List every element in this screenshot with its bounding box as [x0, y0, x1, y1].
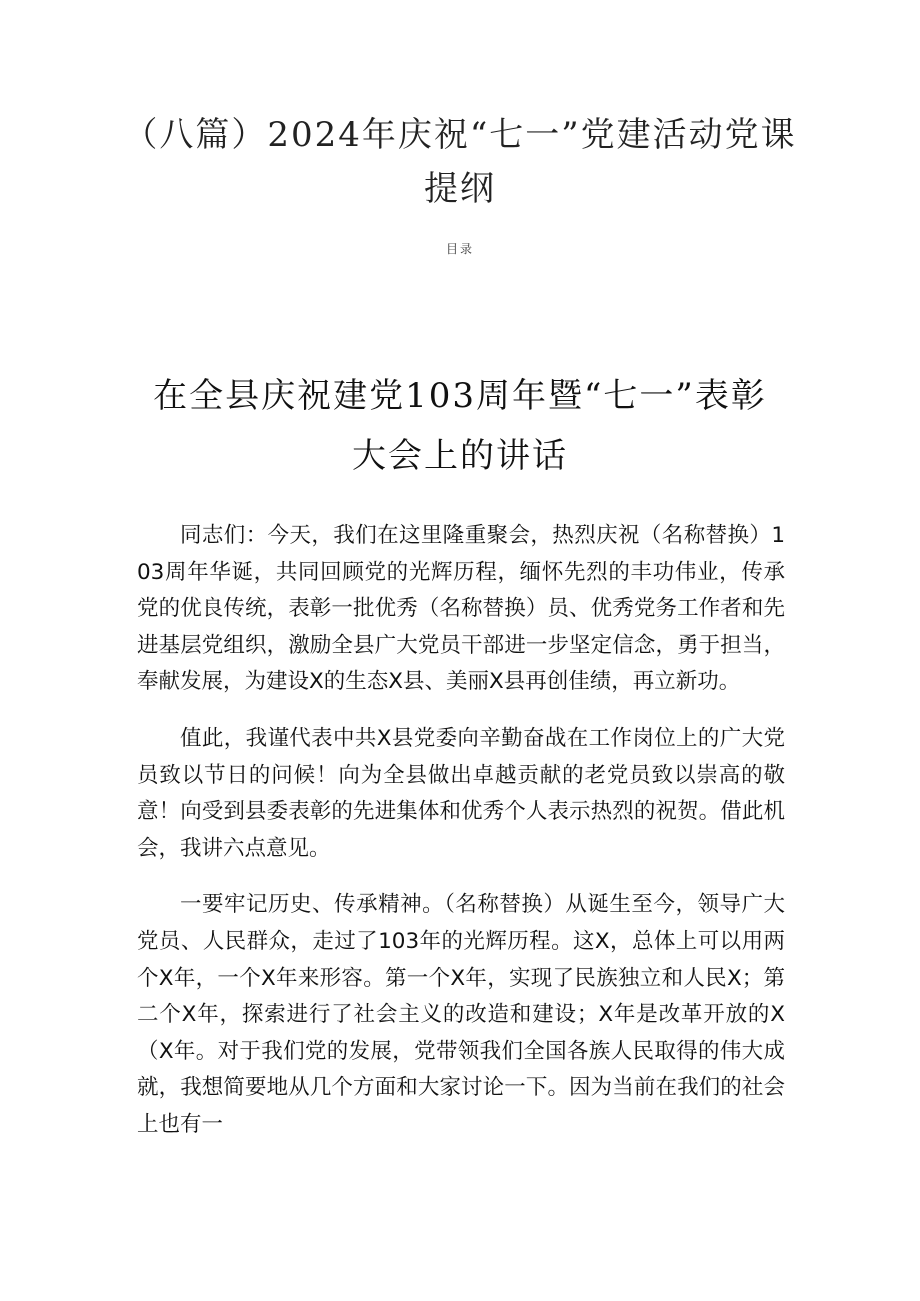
paragraph-greetings: 值此，我谨代表中共X县党委向辛勤奋战在工作岗位上的广大党员致以节日的问候！向为全县做出卓越贡献的老党员致以崇高的敬意！向受到县委表彰的先进集体和优秀个人表示热烈的祝贺。借此机会，我讲六点意见。 — [137, 725, 785, 861]
paragraph-point-one: 一要牢记历史、传承精神。（名称替换）从诞生至今，领导广大党员、人民群众，走过了103年的光辉历程。这X，总体上可以用两个X年，一个X年来形容。第一个X年，实现了民族独立和人民X；第二个X年，探索进行了社会主义的改造和建设；X年是改革开放的X（X年。对于我们党的发展，党带领我们全国各族人民取得的伟大成就，我想简要地从几个方面和大家讨论一下。因为当前在我们的社会上也有一 — [137, 892, 785, 1137]
toc-label: 目录 — [445, 242, 474, 256]
document-title: （八篇）2024年庆祝“七一”党建活动党课提纲 — [123, 115, 797, 209]
speech-title: 在全县庆祝建党103周年暨“七一”表彰大会上的讲话 — [153, 376, 767, 476]
paragraph-opening: 同志们：今天，我们在这里隆重聚会，热烈庆祝（名称替换）103周年华诞，共同回顾党的光辉历程，缅怀先烈的丰功伟业，传承党的优良传统，表彰一批优秀（名称替换）员、优秀党务工作者和先进基层党组织，激励全县广大党员干部进一步坚定信念，勇于担当，奉献发展，为建设X的生态X县、美丽X县再创佳绩，再立新功。 — [137, 523, 785, 695]
speech-body — [137, 518, 785, 1164]
